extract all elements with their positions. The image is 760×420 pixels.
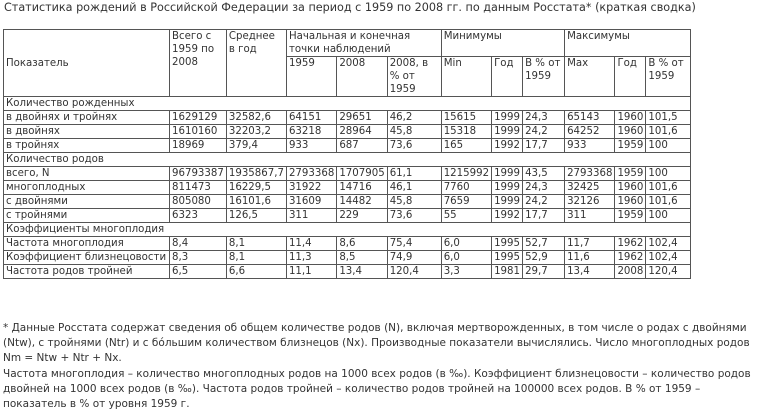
cell-min: 15615 bbox=[441, 111, 491, 125]
header-max-pct: В % от 1959 bbox=[646, 57, 691, 97]
cell-val-1959: 31922 bbox=[286, 181, 336, 195]
cell-total: 8,4 bbox=[170, 237, 227, 251]
cell-pct-2008: 46,2 bbox=[387, 111, 441, 125]
cell-pct-2008: 73,6 bbox=[387, 209, 441, 223]
cell-max: 13,4 bbox=[565, 265, 615, 279]
header-minimums: Минимумы bbox=[441, 30, 564, 57]
cell-average: 379,4 bbox=[226, 139, 286, 153]
cell-max-year: 1960 bbox=[615, 195, 646, 209]
cell-max-year: 1960 bbox=[615, 181, 646, 195]
cell-indicator: с двойнями bbox=[4, 195, 170, 209]
page-title: Статистика рождений в Российской Федерации за период с 1959 по 2008 гг. по данным Росстата* (краткая сводка) bbox=[4, 1, 696, 14]
cell-indicator: в двойнях bbox=[4, 125, 170, 139]
cell-average: 8,1 bbox=[226, 251, 286, 265]
table-row bbox=[4, 209, 691, 223]
cell-total: 6323 bbox=[170, 209, 227, 223]
cell-min: 15318 bbox=[441, 125, 491, 139]
cell-min: 1215992 bbox=[441, 167, 491, 181]
footnote-definitions: Частота многоплодия – количество многоплодных родов на 1000 всех родов (в ‰). Коэффициент близнецовости – количество родов двойней на 1000 всех родов (в ‰). Частота родов тройней – количество родов тройней на 100000 всех родов. В % от 1959 – показатель в % от уровня 1959 г. bbox=[3, 367, 751, 411]
cell-max-pct: 100 bbox=[646, 139, 691, 153]
cell-pct-2008: 45,8 bbox=[387, 125, 441, 139]
cell-max-year: 1960 bbox=[615, 125, 646, 139]
cell-min-year: 1995 bbox=[492, 251, 523, 265]
cell-min-year: 1999 bbox=[492, 167, 523, 181]
cell-pct-2008: 73,6 bbox=[387, 139, 441, 153]
cell-min-year: 1999 bbox=[492, 181, 523, 195]
header-1959: 1959 bbox=[286, 57, 336, 97]
header-total: Всего с 1959 по 2008 bbox=[170, 30, 227, 97]
cell-average: 32582,6 bbox=[226, 111, 286, 125]
cell-max: 2793368 bbox=[565, 167, 615, 181]
cell-average: 8,1 bbox=[226, 237, 286, 251]
cell-min-year: 1999 bbox=[492, 195, 523, 209]
cell-val-1959: 2793368 bbox=[286, 167, 336, 181]
header-2008: 2008 bbox=[337, 57, 387, 97]
cell-pct-2008: 120,4 bbox=[387, 265, 441, 279]
header-min-year: Год bbox=[492, 57, 523, 97]
cell-min-year: 1992 bbox=[492, 209, 523, 223]
cell-pct-2008: 45,8 bbox=[387, 195, 441, 209]
cell-max-pct: 100 bbox=[646, 167, 691, 181]
cell-max: 11,6 bbox=[565, 251, 615, 265]
cell-val-2008: 687 bbox=[337, 139, 387, 153]
section-title: Коэффициенты многоплодия bbox=[4, 223, 691, 237]
cell-max: 64252 bbox=[565, 125, 615, 139]
statistics-table bbox=[3, 29, 691, 279]
section-header-row bbox=[4, 153, 691, 167]
cell-min-pct: 24,2 bbox=[523, 195, 565, 209]
cell-max-pct: 101,5 bbox=[646, 111, 691, 125]
cell-val-2008: 14716 bbox=[337, 181, 387, 195]
cell-val-2008: 8,5 bbox=[337, 251, 387, 265]
cell-min: 7659 bbox=[441, 195, 491, 209]
cell-max: 933 bbox=[565, 139, 615, 153]
cell-min-year: 1992 bbox=[492, 139, 523, 153]
cell-min: 55 bbox=[441, 209, 491, 223]
header-min-pct: В % от 1959 bbox=[523, 57, 565, 97]
cell-total: 96793387 bbox=[170, 167, 227, 181]
cell-val-2008: 14482 bbox=[337, 195, 387, 209]
cell-val-2008: 229 bbox=[337, 209, 387, 223]
cell-min: 6,0 bbox=[441, 237, 491, 251]
cell-min-pct: 24,3 bbox=[523, 181, 565, 195]
header-indicator: Показатель bbox=[4, 30, 170, 97]
cell-total: 811473 bbox=[170, 181, 227, 195]
cell-pct-2008: 75,4 bbox=[387, 237, 441, 251]
cell-val-1959: 11,3 bbox=[286, 251, 336, 265]
cell-min: 7760 bbox=[441, 181, 491, 195]
cell-max-year: 1962 bbox=[615, 251, 646, 265]
cell-max-year: 1960 bbox=[615, 111, 646, 125]
cell-max-pct: 102,4 bbox=[646, 237, 691, 251]
cell-min-pct: 17,7 bbox=[523, 139, 565, 153]
header-pct-2008: 2008, в % от 1959 bbox=[387, 57, 441, 97]
header-max: Max bbox=[565, 57, 615, 97]
cell-max-year: 2008 bbox=[615, 265, 646, 279]
cell-max-pct: 101,6 bbox=[646, 181, 691, 195]
section-header-row bbox=[4, 97, 691, 111]
table-row bbox=[4, 111, 691, 125]
cell-average: 16229,5 bbox=[226, 181, 286, 195]
cell-total: 805080 bbox=[170, 195, 227, 209]
cell-val-1959: 64151 bbox=[286, 111, 336, 125]
cell-min: 165 bbox=[441, 139, 491, 153]
cell-indicator: Коэффициент близнецовости bbox=[4, 251, 170, 265]
cell-max: 32126 bbox=[565, 195, 615, 209]
cell-val-1959: 11,4 bbox=[286, 237, 336, 251]
table-row bbox=[4, 139, 691, 153]
cell-val-1959: 11,1 bbox=[286, 265, 336, 279]
cell-val-2008: 1707905 bbox=[337, 167, 387, 181]
cell-max: 311 bbox=[565, 209, 615, 223]
cell-min-pct: 24,3 bbox=[523, 111, 565, 125]
cell-average: 6,6 bbox=[226, 265, 286, 279]
cell-min: 3,3 bbox=[441, 265, 491, 279]
header-maximums: Максимумы bbox=[565, 30, 691, 57]
cell-indicator: в тройнях bbox=[4, 139, 170, 153]
cell-min-year: 1981 bbox=[492, 265, 523, 279]
cell-total: 8,3 bbox=[170, 251, 227, 265]
table-row bbox=[4, 167, 691, 181]
table-row bbox=[4, 125, 691, 139]
cell-indicator: Частота родов тройней bbox=[4, 265, 170, 279]
cell-max-year: 1959 bbox=[615, 139, 646, 153]
cell-max: 32425 bbox=[565, 181, 615, 195]
cell-min: 6,0 bbox=[441, 251, 491, 265]
section-title: Количество родов bbox=[4, 153, 691, 167]
cell-val-2008: 29651 bbox=[337, 111, 387, 125]
cell-pct-2008: 46,1 bbox=[387, 181, 441, 195]
table-row bbox=[4, 265, 691, 279]
header-endpoints: Начальная и конечная точки наблюдений bbox=[286, 30, 441, 57]
cell-min-pct: 52,7 bbox=[523, 237, 565, 251]
cell-average: 16101,6 bbox=[226, 195, 286, 209]
cell-total: 18969 bbox=[170, 139, 227, 153]
cell-min-pct: 29,7 bbox=[523, 265, 565, 279]
cell-max-pct: 120,4 bbox=[646, 265, 691, 279]
cell-total: 1629129 bbox=[170, 111, 227, 125]
cell-min-pct: 24,2 bbox=[523, 125, 565, 139]
cell-max-pct: 102,4 bbox=[646, 251, 691, 265]
cell-val-1959: 311 bbox=[286, 209, 336, 223]
header-average: Среднее в год bbox=[226, 30, 286, 97]
cell-min-pct: 43,5 bbox=[523, 167, 565, 181]
cell-val-2008: 8,6 bbox=[337, 237, 387, 251]
header-min: Min bbox=[441, 57, 491, 97]
cell-val-1959: 63218 bbox=[286, 125, 336, 139]
cell-val-2008: 13,4 bbox=[337, 265, 387, 279]
cell-min-year: 1999 bbox=[492, 111, 523, 125]
cell-average: 32203,2 bbox=[226, 125, 286, 139]
cell-max-year: 1962 bbox=[615, 237, 646, 251]
cell-max-year: 1959 bbox=[615, 209, 646, 223]
cell-total: 1610160 bbox=[170, 125, 227, 139]
cell-indicator: в двойнях и тройнях bbox=[4, 111, 170, 125]
cell-val-1959: 933 bbox=[286, 139, 336, 153]
cell-max-pct: 100 bbox=[646, 209, 691, 223]
table-row bbox=[4, 251, 691, 265]
cell-max: 65143 bbox=[565, 111, 615, 125]
section-title: Количество рожденных bbox=[4, 97, 691, 111]
table-row bbox=[4, 181, 691, 195]
cell-max-year: 1959 bbox=[615, 167, 646, 181]
header-max-year: Год bbox=[615, 57, 646, 97]
cell-average: 126,5 bbox=[226, 209, 286, 223]
cell-min-year: 1995 bbox=[492, 237, 523, 251]
footnote-data-source: * Данные Росстата содержат сведения об общем количестве родов (N), включая мертворожденных, в том числе о родах с двойнями (Ntw), с тройнями (Ntr) и с бóльшим количеством близнецов (Nx). Производные показатели вычислялись. Число многоплодных родов Nm = Ntw + Ntr + Nx. bbox=[3, 322, 750, 365]
cell-max-pct: 101,6 bbox=[646, 195, 691, 209]
table-row bbox=[4, 237, 691, 251]
cell-indicator: всего, N bbox=[4, 167, 170, 181]
cell-val-2008: 28964 bbox=[337, 125, 387, 139]
cell-min-pct: 17,7 bbox=[523, 209, 565, 223]
cell-indicator: многоплодных bbox=[4, 181, 170, 195]
cell-max-pct: 101,6 bbox=[646, 125, 691, 139]
cell-indicator: Частота многоплодия bbox=[4, 237, 170, 251]
cell-indicator: с тройнями bbox=[4, 209, 170, 223]
cell-min-year: 1999 bbox=[492, 125, 523, 139]
footnotes bbox=[3, 321, 760, 412]
cell-val-1959: 31609 bbox=[286, 195, 336, 209]
cell-min-pct: 52,9 bbox=[523, 251, 565, 265]
cell-max: 11,7 bbox=[565, 237, 615, 251]
table-row bbox=[4, 195, 691, 209]
cell-average: 1935867,7 bbox=[226, 167, 286, 181]
section-header-row bbox=[4, 223, 691, 237]
cell-total: 6,5 bbox=[170, 265, 227, 279]
cell-pct-2008: 61,1 bbox=[387, 167, 441, 181]
cell-pct-2008: 74,9 bbox=[387, 251, 441, 265]
